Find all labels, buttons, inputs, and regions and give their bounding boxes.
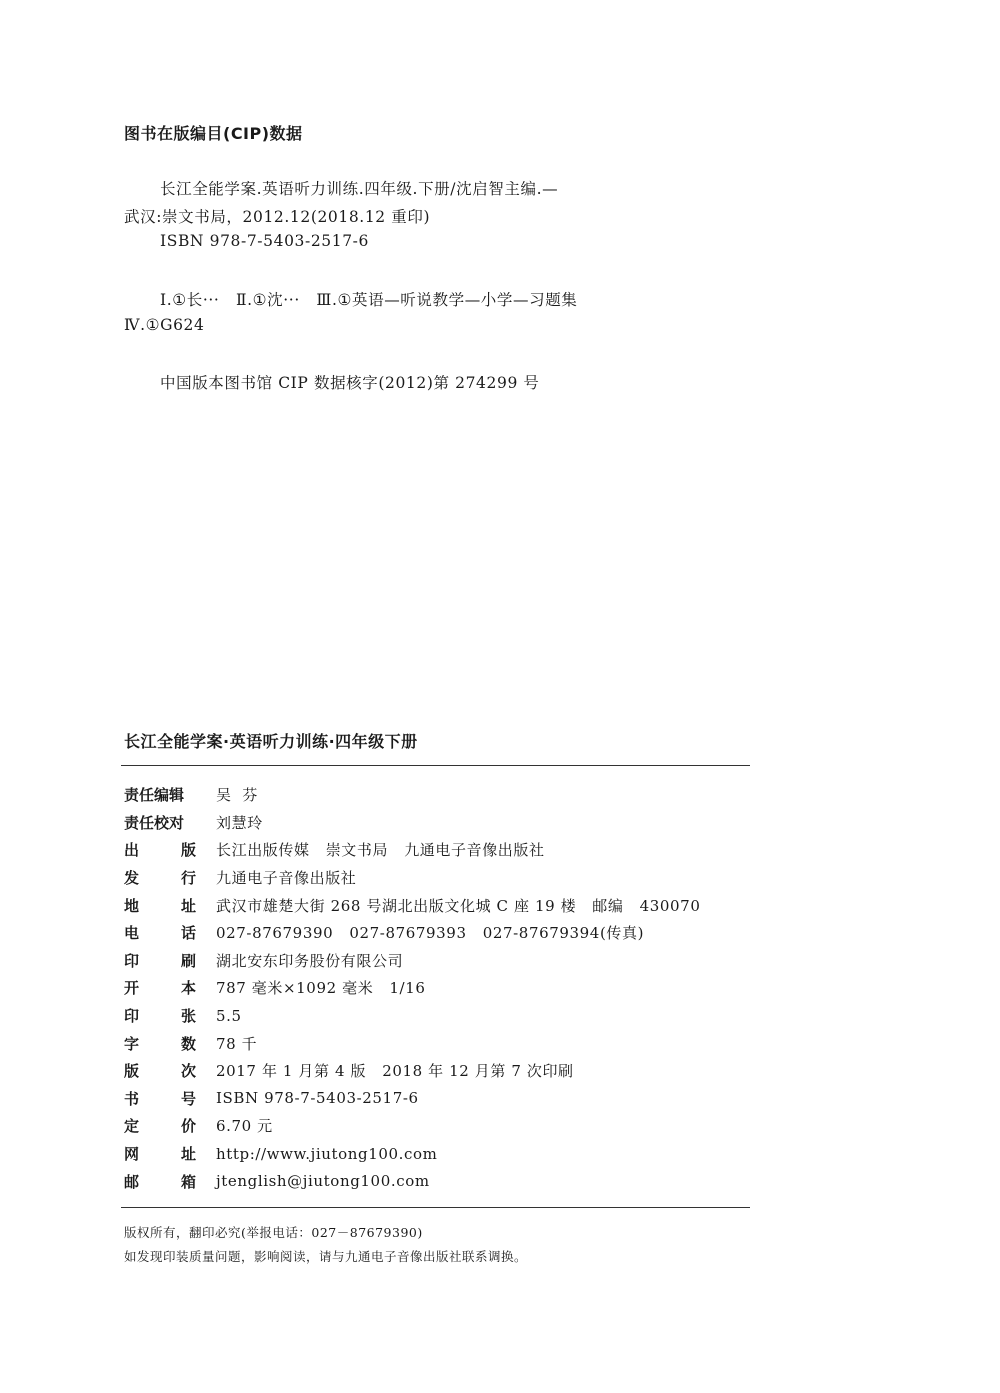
- info-key-char: 发: [124, 869, 140, 888]
- info-key-spread: [124, 922, 196, 943]
- info-key-char: 号: [180, 1089, 196, 1108]
- info-key-char: 行: [180, 869, 196, 888]
- info-key: [124, 867, 216, 888]
- info-key: [124, 839, 216, 860]
- info-key-spread: [124, 1143, 196, 1164]
- info-row-isbn: [124, 1085, 700, 1113]
- info-key-char: 电: [124, 924, 140, 943]
- info-value: 湖北安东印务股份有限公司: [216, 951, 404, 970]
- book-title: 长江全能学案·英语听力训练·四年级下册: [124, 732, 418, 751]
- info-key-char: 印: [124, 951, 140, 970]
- info-value: ISBN 978-7-5403-2517-6: [216, 1089, 419, 1108]
- cip-line-isbn: ISBN 978-7-5403-2517-6: [160, 232, 369, 250]
- info-key: [124, 977, 216, 998]
- info-row-editor: [124, 781, 700, 809]
- info-key: [124, 922, 216, 943]
- info-key-spread: [124, 839, 196, 860]
- info-key-char: 刷: [180, 951, 196, 970]
- info-value: 长江出版传媒 崇文书局 九通电子音像出版社: [216, 841, 545, 860]
- info-row-format: [124, 974, 700, 1002]
- info-key-spread: [124, 1115, 196, 1136]
- info-key-char: 地: [124, 896, 140, 915]
- info-row-website: [124, 1140, 700, 1168]
- info-key: [124, 1143, 216, 1164]
- cip-line-classification-cont: Ⅳ.①G624: [124, 316, 205, 334]
- info-key-char: 张: [180, 1007, 196, 1026]
- info-key-char: 字: [124, 1034, 140, 1053]
- info-key-char: 版: [180, 841, 196, 860]
- cip-line-classification: Ⅰ.①长··· Ⅱ.①沈··· Ⅲ.①英语—听说教学—小学—习题集: [160, 291, 578, 309]
- info-value: 6.70 元: [216, 1117, 273, 1136]
- info-key-char: 箱: [180, 1172, 196, 1191]
- info-key-char: 址: [180, 896, 196, 915]
- info-key-char: 版: [124, 1062, 140, 1081]
- info-row-proofreader: [124, 809, 700, 837]
- info-row-distributor: [124, 864, 700, 892]
- info-value: 武汉市雄楚大街 268 号湖北出版文化城 C 座 19 楼 邮编 430070: [216, 896, 701, 915]
- cip-line-title: 长江全能学案.英语听力训练.四年级.下册/沈启智主编.—: [160, 180, 559, 198]
- info-key-char: 出: [124, 841, 140, 860]
- info-key: [124, 1171, 216, 1192]
- cip-line-publisher: 武汉:崇文书局，2012.12(2018.12 重印): [124, 208, 431, 226]
- info-key-char: 开: [124, 979, 140, 998]
- info-key: [124, 1005, 216, 1026]
- info-key: [124, 1115, 216, 1136]
- quality-notice: 如发现印装质量问题，影响阅读，请与九通电子音像出版社联系调换。: [124, 1249, 528, 1264]
- info-value: 九通电子音像出版社: [216, 869, 357, 888]
- info-key-char: 书: [124, 1089, 140, 1108]
- divider-top: [121, 765, 750, 766]
- cip-line-record-number: 中国版本图书馆 CIP 数据核字(2012)第 274299 号: [160, 374, 540, 392]
- info-key-spread: [124, 1033, 196, 1054]
- publication-info-table: [124, 781, 700, 1195]
- info-value: 2017 年 1 月第 4 版 2018 年 12 月第 7 次印刷: [216, 1062, 574, 1081]
- info-key-char: 址: [180, 1145, 196, 1164]
- info-value: 吴 芬: [216, 786, 258, 805]
- info-key-spread: [124, 977, 196, 998]
- info-key-spread: [124, 1088, 196, 1109]
- info-key-char: 本: [180, 979, 196, 998]
- info-value: 5.5: [216, 1006, 242, 1025]
- info-value: 刘慧玲: [216, 813, 263, 832]
- cip-heading: 图书在版编目(CIP)数据: [124, 124, 303, 143]
- info-key-spread: [124, 1060, 196, 1081]
- website-link[interactable]: http://www.jiutong100.com: [216, 1144, 438, 1163]
- info-key: [124, 1033, 216, 1054]
- info-row-email: [124, 1167, 700, 1195]
- info-key: [124, 895, 216, 916]
- info-key-char: 次: [180, 1062, 196, 1081]
- info-row-publisher: [124, 836, 700, 864]
- info-key-spread: [124, 950, 196, 971]
- info-key-char: 网: [124, 1145, 140, 1164]
- info-key-char: 邮: [124, 1172, 140, 1191]
- copyright-notice: 版权所有，翻印必究(举报电话：027－87679390): [124, 1225, 423, 1240]
- info-key: 责任校对: [124, 813, 185, 832]
- info-row-word-count: [124, 1029, 700, 1057]
- info-row-printer: [124, 947, 700, 975]
- info-row-price: [124, 1112, 700, 1140]
- divider-bottom: [121, 1207, 750, 1208]
- info-value: 78 千: [216, 1034, 258, 1053]
- info-key-char: 定: [124, 1117, 140, 1136]
- info-key-spread: [124, 1171, 196, 1192]
- email-link[interactable]: jtenglish@jiutong100.com: [216, 1172, 430, 1191]
- info-row-edition: [124, 1057, 700, 1085]
- info-value: 027-87679390 027-87679393 027-87679394(传真): [216, 924, 645, 943]
- info-key-spread: [124, 1005, 196, 1026]
- info-key-char: 数: [180, 1034, 196, 1053]
- info-value: 787 毫米×1092 毫米 1/16: [216, 979, 426, 998]
- info-key-char: 价: [180, 1117, 196, 1136]
- info-row-phone: [124, 919, 700, 947]
- info-row-sheets: [124, 1002, 700, 1030]
- info-key-char: 话: [180, 924, 196, 943]
- info-key-spread: [124, 867, 196, 888]
- info-key: [124, 1060, 216, 1081]
- info-key: [124, 950, 216, 971]
- info-key: [124, 1088, 216, 1109]
- info-key-char: 印: [124, 1007, 140, 1026]
- info-row-address: [124, 891, 700, 919]
- info-key-spread: [124, 895, 196, 916]
- info-key: 责任编辑: [124, 786, 185, 805]
